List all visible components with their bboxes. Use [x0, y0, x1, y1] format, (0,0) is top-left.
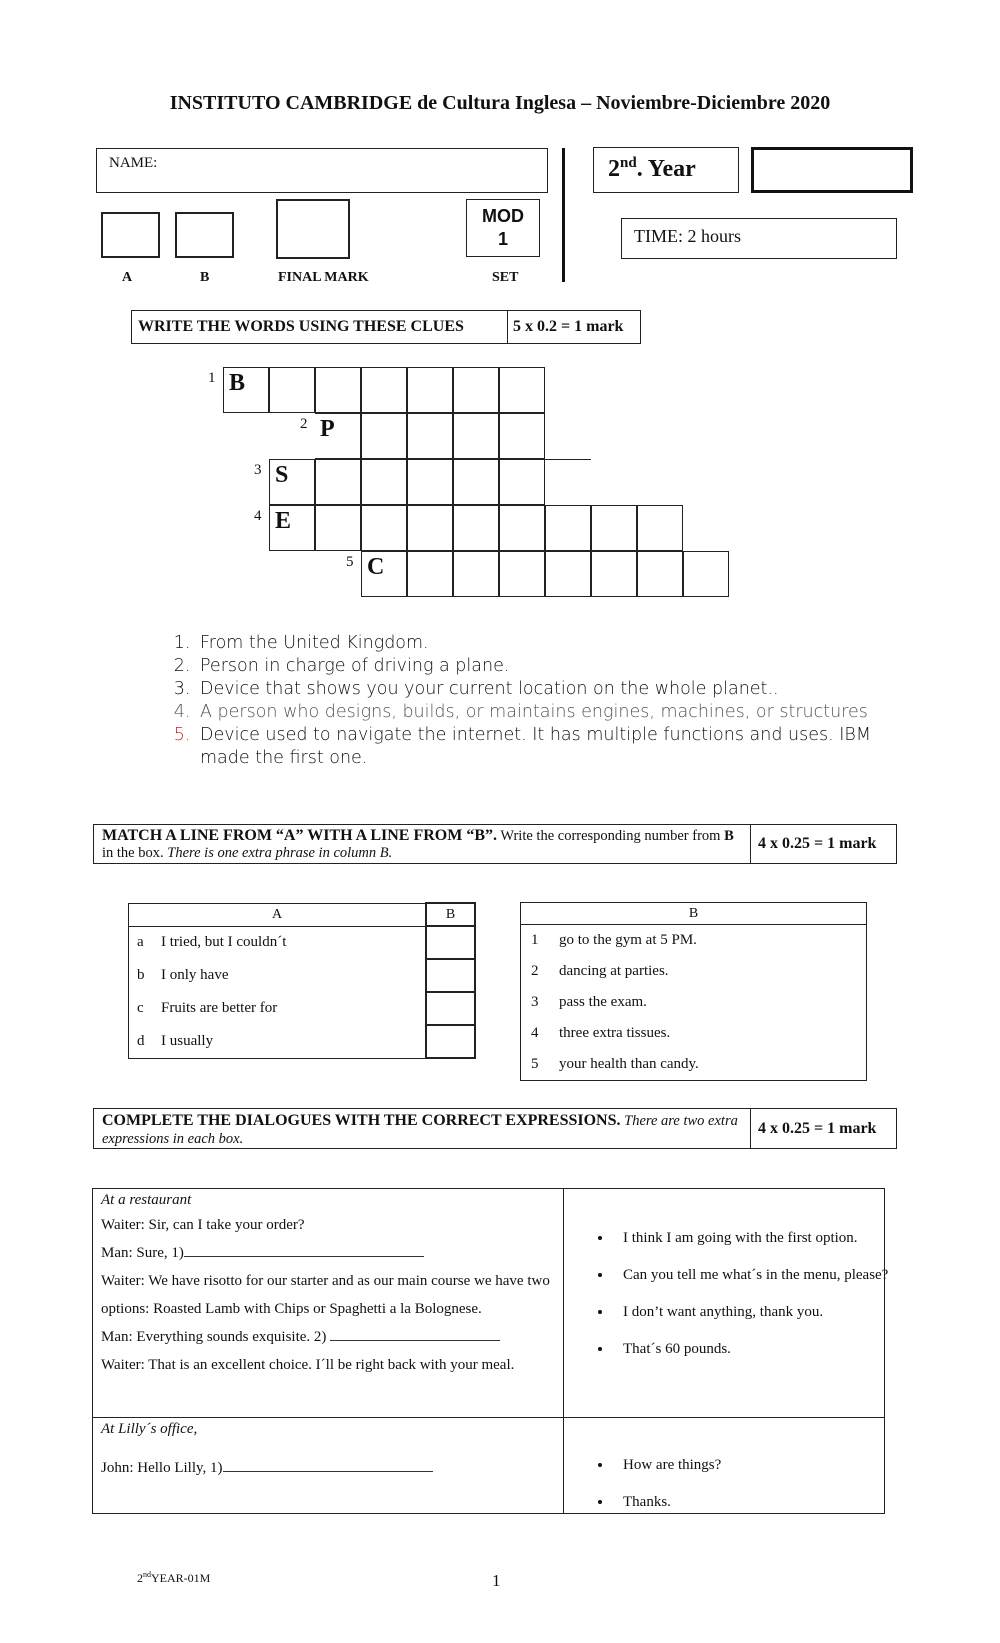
- dialogue-line: Waiter: That is an excellent choice. I´ll be right back with your meal.: [101, 1357, 515, 1373]
- dialogue-line-with-blank: [101, 1239, 553, 1267]
- crossword-cell[interactable]: B: [223, 367, 269, 413]
- crossword-cell[interactable]: [361, 367, 407, 413]
- crossword-cell[interactable]: [545, 505, 591, 551]
- section3-divider: [750, 1109, 751, 1148]
- item-text: go to the gym at 5 PM.: [558, 925, 867, 957]
- item-text: three extra tissues.: [558, 1018, 867, 1049]
- crossword-cell[interactable]: [453, 367, 499, 413]
- year-text: . Year: [636, 156, 696, 182]
- clue-item: 2. Person in charge of driving a plane.: [196, 655, 916, 678]
- option-item: • I don’t want anything, thank you.: [613, 1303, 893, 1322]
- item-text: pass the exam.: [558, 987, 867, 1018]
- option-item: • That´s 60 pounds.: [613, 1340, 893, 1359]
- label-b: B: [200, 270, 210, 285]
- crossword-cell[interactable]: [591, 551, 637, 597]
- section1-title: WRITE THE WORDS USING THESE CLUES: [138, 318, 464, 335]
- footer-code-number: 2: [137, 1571, 143, 1585]
- dialogue-1: [101, 1189, 553, 1379]
- dialogue-line: Man: Sure, 1): [101, 1245, 184, 1261]
- page-number: 1: [492, 1571, 501, 1590]
- dialogue-table: [92, 1188, 889, 1514]
- dialogue-2: [101, 1418, 553, 1482]
- year-suffix: nd: [620, 155, 637, 171]
- crossword-cell[interactable]: [637, 505, 683, 551]
- crossword-cell[interactable]: [453, 459, 499, 505]
- crossword-cell[interactable]: [315, 505, 361, 551]
- section2-note: There is one extra phrase in column B.: [167, 845, 393, 861]
- crossword-cell[interactable]: [269, 367, 315, 413]
- answer-blank[interactable]: [184, 1242, 424, 1257]
- crossword-cell[interactable]: [499, 551, 545, 597]
- section2-instructions: [102, 827, 742, 862]
- item-number: 3: [521, 987, 559, 1018]
- mod-box: [466, 199, 540, 257]
- match-table-a: [128, 902, 476, 1059]
- item-letter: b: [129, 959, 161, 992]
- item-text: I tried, but I couldn´t: [160, 926, 426, 959]
- item-text: your health than candy.: [558, 1049, 867, 1081]
- item-letter: c: [129, 992, 161, 1025]
- dialogue-column-divider: [563, 1189, 564, 1513]
- footer-code-suffix: nd: [143, 1570, 151, 1579]
- item-letter: d: [129, 1025, 161, 1058]
- clue-number-1: 1: [208, 370, 216, 386]
- label-set: SET: [492, 270, 519, 285]
- clue-number-5: 5: [346, 554, 354, 570]
- time-label: TIME: 2 hours: [634, 226, 741, 246]
- footer-code: [137, 1570, 210, 1586]
- time-box: [621, 218, 897, 259]
- item-text: I only have: [160, 959, 426, 992]
- section1-divider: [507, 311, 508, 343]
- section3-title: COMPLETE THE DIALOGUES WITH THE CORRECT EXPRESSIONS.: [102, 1112, 621, 1129]
- answer-box[interactable]: [426, 926, 475, 959]
- item-text: I usually: [160, 1025, 426, 1058]
- clue-item: 1. From the United Kingdom.: [196, 632, 916, 655]
- item-number: 1: [521, 925, 559, 957]
- crossword-cell[interactable]: [315, 367, 361, 413]
- crossword-cell[interactable]: [361, 413, 407, 459]
- clue-list: [170, 632, 916, 770]
- section2-header: [93, 824, 897, 864]
- crossword-cell[interactable]: P: [315, 413, 361, 459]
- clue-number-4: 4: [254, 508, 262, 524]
- mod-number: 1: [497, 229, 508, 249]
- label-final-mark: FINAL MARK: [278, 270, 369, 285]
- crossword-cell[interactable]: [407, 505, 453, 551]
- column-a-header: A: [129, 903, 427, 926]
- vertical-divider: [562, 148, 565, 282]
- dialogue-line: Waiter: Sir, can I take your order?: [101, 1217, 305, 1233]
- section2-text: Write the corresponding number from: [497, 828, 725, 844]
- clue-number-3: 3: [254, 462, 262, 478]
- section2-divider: [750, 825, 751, 863]
- section2-text-2: in the box.: [102, 845, 168, 861]
- year-box: [593, 147, 739, 193]
- answer-box[interactable]: [426, 992, 475, 1025]
- item-text: dancing at parties.: [558, 956, 867, 987]
- item-number: 2: [521, 956, 559, 987]
- dialogue-heading: At Lilly´s office,: [101, 1421, 198, 1437]
- crossword-cell[interactable]: [499, 413, 545, 459]
- options-list-1: [583, 1229, 893, 1377]
- grade-box[interactable]: [751, 147, 913, 193]
- clue-number-2: 2: [300, 416, 308, 432]
- clue-item: 5. Device used to navigate the internet. It has multiple functions and uses. IBM made the first one.: [196, 724, 916, 770]
- crossword-cell[interactable]: [453, 551, 499, 597]
- options-list-2: [583, 1456, 893, 1530]
- crossword-cell[interactable]: [591, 505, 637, 551]
- section2-text-b: B: [724, 828, 734, 844]
- year-number: 2: [608, 156, 620, 182]
- crossword-cell[interactable]: [683, 551, 729, 597]
- crossword-cell[interactable]: [453, 505, 499, 551]
- crossword-cell[interactable]: [407, 367, 453, 413]
- section2-title: MATCH A LINE FROM “A” WITH A LINE FROM “B”.: [102, 827, 497, 844]
- section3-note: There are two extra expressions in each box.: [102, 1113, 738, 1147]
- option-item: • Can you tell me what´s in the menu, please?: [613, 1266, 893, 1285]
- score-box-b[interactable]: [175, 212, 234, 258]
- page-title: INSTITUTO CAMBRIDGE de Cultura Inglesa – Noviembre-Diciembre 2020: [169, 92, 831, 114]
- crossword-cell[interactable]: S: [269, 459, 315, 505]
- answer-box[interactable]: [426, 959, 475, 992]
- dialogue-heading: At a restaurant: [101, 1192, 192, 1208]
- crossword-cell[interactable]: [499, 505, 545, 551]
- item-text: Fruits are better for: [160, 992, 426, 1025]
- item-letter: a: [129, 926, 161, 959]
- section3-marks: 4 x 0.25 = 1 mark: [758, 1120, 877, 1137]
- final-mark-box[interactable]: [276, 199, 350, 259]
- section3-instructions: [102, 1112, 742, 1148]
- crossword-cell[interactable]: [407, 459, 453, 505]
- section1-marks: 5 x 0.2 = 1 mark: [513, 318, 624, 335]
- answer-blank[interactable]: [223, 1457, 433, 1472]
- column-b-header: B: [426, 903, 475, 926]
- score-box-a[interactable]: [101, 212, 160, 258]
- item-number: 4: [521, 1018, 559, 1049]
- clue-item: 4. A person who designs, builds, or maintains engines, machines, or structures: [196, 701, 916, 724]
- section3-header: [93, 1108, 897, 1149]
- crossword-cell[interactable]: [453, 413, 499, 459]
- crossword-cell[interactable]: [637, 551, 683, 597]
- dialogue-line-with-blank: [101, 1454, 553, 1482]
- crossword-cell[interactable]: C: [361, 551, 407, 597]
- crossword-cell[interactable]: [545, 551, 591, 597]
- crossword-line: [545, 459, 591, 460]
- crossword-cell[interactable]: [361, 459, 407, 505]
- name-box[interactable]: [96, 148, 548, 193]
- name-label: NAME:: [109, 155, 158, 171]
- item-number: 5: [521, 1049, 559, 1081]
- match-table-b: [520, 902, 867, 1081]
- clue-item: 3. Device that shows you your current location on the whole planet..: [196, 678, 916, 701]
- section1-header: [131, 310, 641, 344]
- option-item: • Thanks.: [613, 1493, 893, 1512]
- dialogue-line: Waiter: We have risotto for our starter and as our main course we have two options: Roasted Lamb with Chips or Spaghetti a la Bolognese.: [101, 1273, 550, 1317]
- mod-label: MOD: [482, 206, 524, 226]
- crossword-cell[interactable]: [499, 367, 545, 413]
- crossword-cell[interactable]: [407, 551, 453, 597]
- answer-box[interactable]: [426, 1025, 475, 1058]
- dialogue-line: Man: Everything sounds exquisite. 2): [101, 1329, 327, 1345]
- crossword-cell[interactable]: E: [269, 505, 315, 551]
- crossword-cell[interactable]: [499, 459, 545, 505]
- label-a: A: [122, 270, 133, 285]
- answer-blank[interactable]: [330, 1326, 500, 1341]
- dialogue-line-with-blank: [101, 1323, 553, 1351]
- section2-marks: 4 x 0.25 = 1 mark: [758, 835, 877, 852]
- option-item: • I think I am going with the first option.: [613, 1229, 893, 1248]
- crossword-cell[interactable]: [361, 505, 407, 551]
- crossword-cell[interactable]: [407, 413, 453, 459]
- column-b-title: B: [521, 903, 867, 925]
- option-item: • How are things?: [613, 1456, 893, 1475]
- footer-code-text: YEAR-01M: [151, 1571, 211, 1585]
- crossword-cell[interactable]: [315, 459, 361, 505]
- dialogue-line: John: Hello Lilly, 1): [101, 1460, 223, 1476]
